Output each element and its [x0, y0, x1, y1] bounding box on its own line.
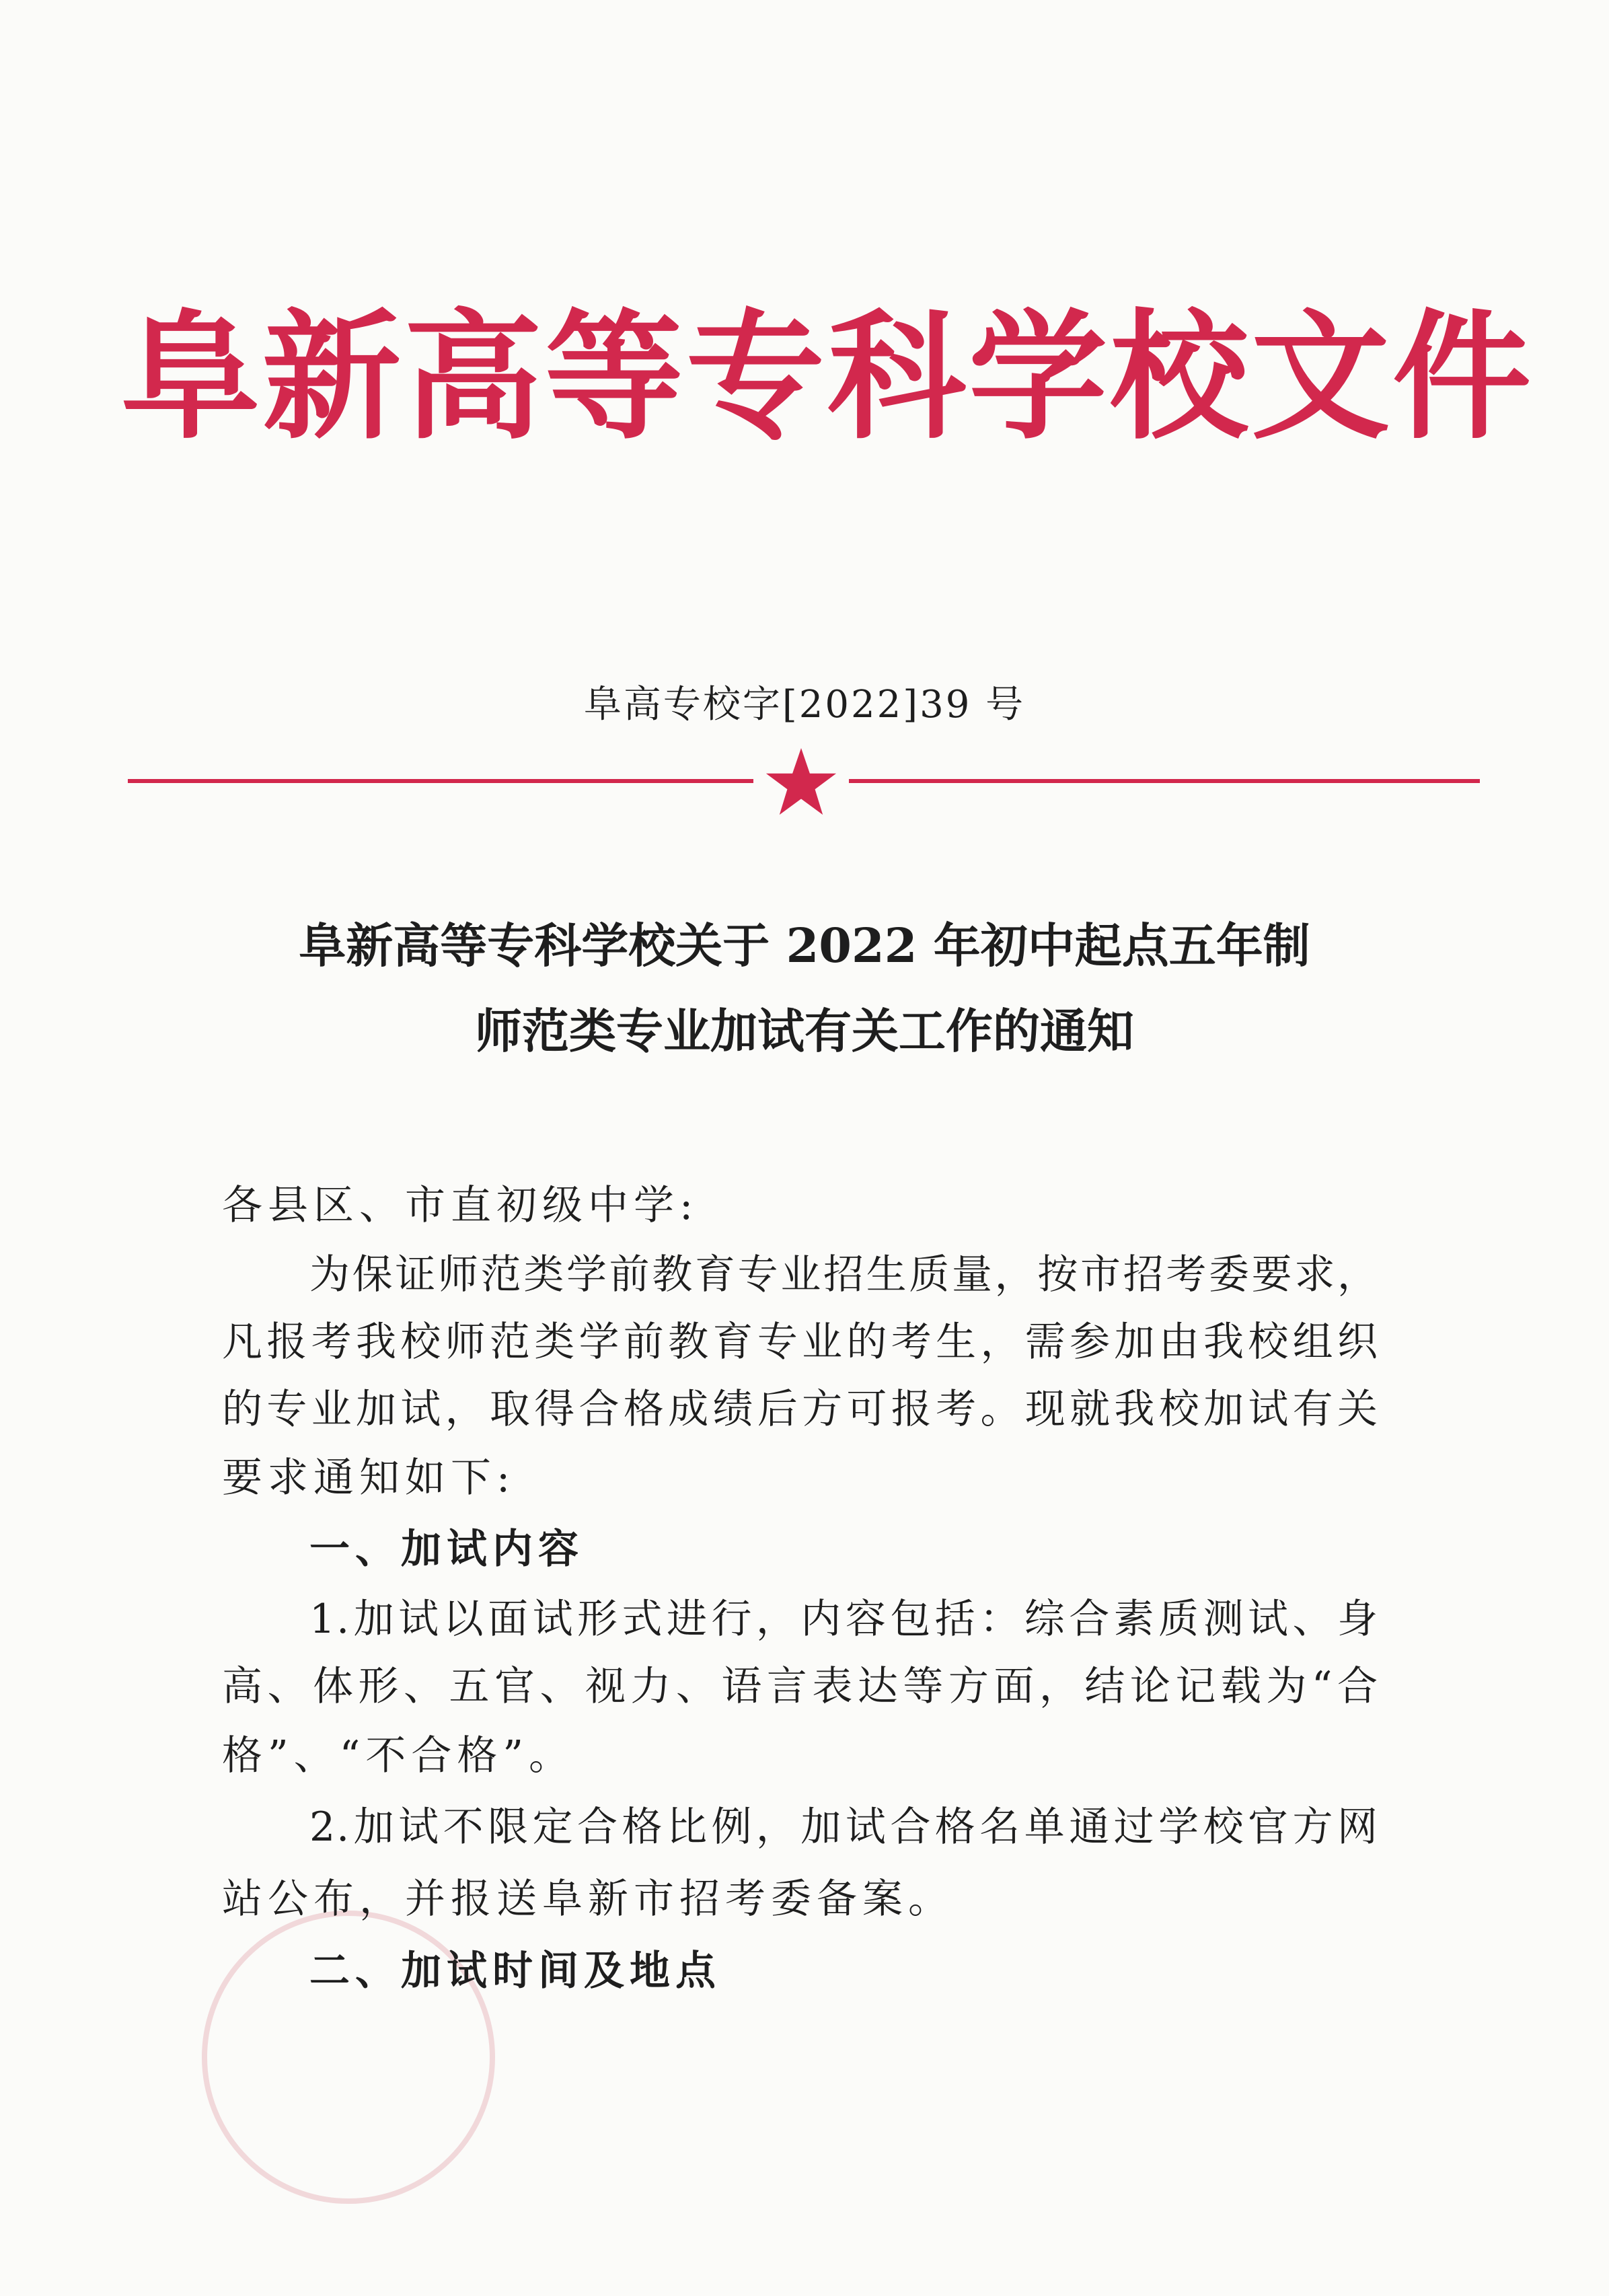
- body-line: 凡报考我校师范类学前教育专业的考生，需参加由我校组织: [222, 1319, 1379, 1366]
- red-rule-left: [128, 779, 753, 783]
- star-icon: [763, 748, 839, 818]
- letterhead: 阜新高等专科学校文件: [121, 295, 1534, 458]
- body-line: 2.加试不限定合格比例，加试合格名单通过学校官方网: [309, 1804, 1379, 1851]
- body-line: 的专业加试，取得合格成绩后方可报考。现就我校加试有关: [222, 1386, 1379, 1433]
- body-line: 为保证师范类学前教育专业招生质量，按市招考委要求，: [309, 1251, 1379, 1298]
- section-heading: 一、加试内容: [309, 1526, 584, 1573]
- document-title-line: 阜新高等专科学校关于 2022 年初中起点五年制: [299, 918, 1310, 973]
- salutation: 各县区、市直初级中学:: [222, 1182, 699, 1229]
- body-line: 1.加试以面试形式进行，内容包括：综合素质测试、身: [309, 1596, 1379, 1643]
- body-line: 站公布，并报送阜新市招考委备案。: [222, 1876, 954, 1923]
- document-title-line: 师范类专业加试有关工作的通知: [475, 1003, 1134, 1059]
- body-line: 要求通知如下:: [222, 1454, 516, 1502]
- document-number: 阜高专校字[2022]39 号: [583, 683, 1026, 727]
- body-line: 高、体形、五官、视力、语言表达等方面，结论记载为“合: [222, 1663, 1379, 1710]
- section-heading: 二、加试时间及地点: [309, 1948, 721, 1995]
- body-line: 格”、“不合格”。: [222, 1732, 575, 1779]
- red-rule-right: [849, 779, 1480, 783]
